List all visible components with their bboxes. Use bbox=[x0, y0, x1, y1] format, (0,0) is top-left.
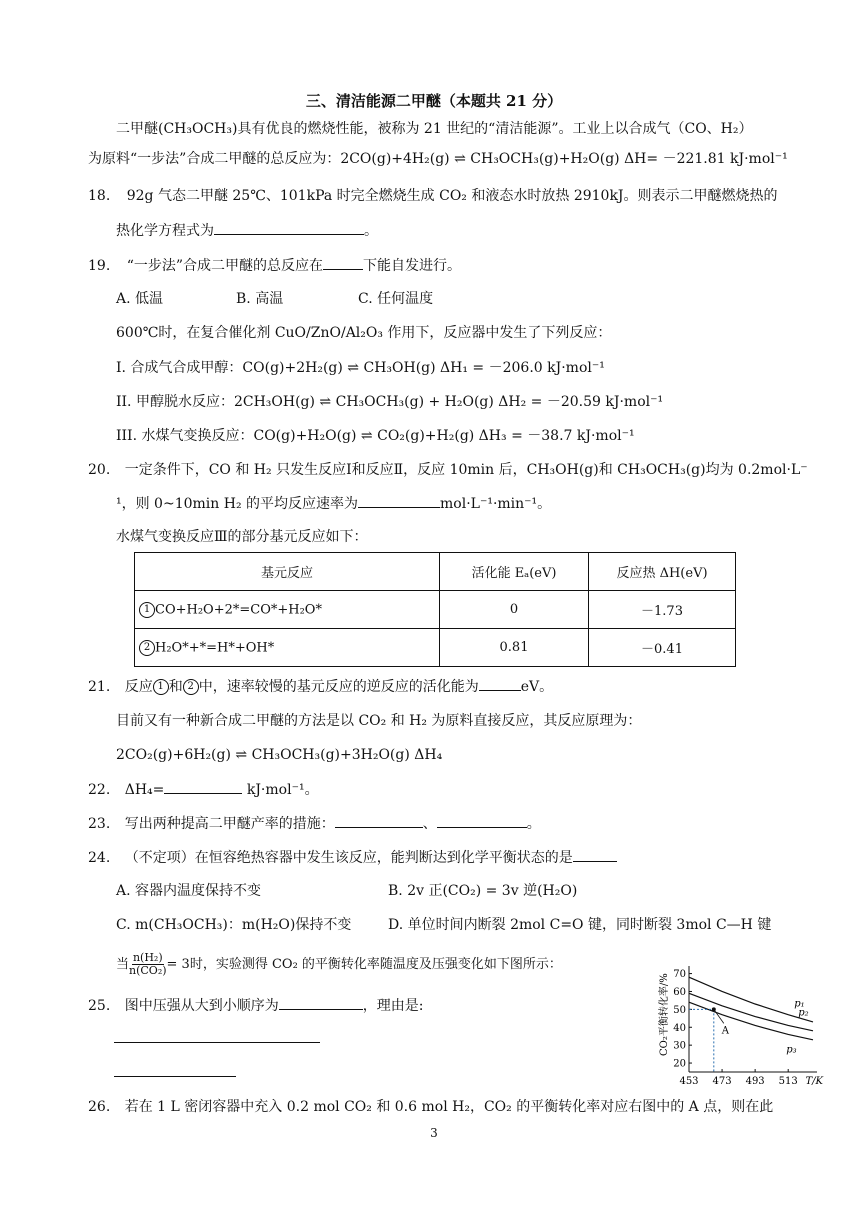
table-intro: 水煤气变换反应Ⅲ的部分基元反应如下： bbox=[116, 529, 368, 545]
ratio-fraction bbox=[129, 952, 167, 977]
note-text: 当 bbox=[116, 957, 130, 972]
question-text: 、 bbox=[422, 816, 437, 832]
series-label: p₁ bbox=[794, 998, 805, 1010]
circled-number: 2 bbox=[139, 640, 155, 656]
y-tick-label: 40 bbox=[673, 1022, 686, 1034]
question-text: 一定条件下，CO 和 H₂ 只发生反应Ⅰ和反应Ⅱ，反应 10min 后，CH₃OH(g)和 CH₃OCH₃(g)均为 0.2mol·L⁻ bbox=[124, 462, 808, 478]
question-number: 26. bbox=[88, 1099, 111, 1115]
question-20-line-2 bbox=[116, 494, 551, 513]
question-number: 24. bbox=[88, 850, 111, 866]
answer-blank[interactable] bbox=[573, 848, 617, 862]
series-label: p₃ bbox=[786, 1044, 797, 1056]
point-a-leader bbox=[714, 1009, 724, 1023]
question-text: eV。 bbox=[520, 679, 554, 695]
activation-energy-cell: 0.81 bbox=[440, 629, 589, 667]
activation-energy-cell: 0 bbox=[440, 591, 589, 629]
question-number: 22. bbox=[88, 782, 111, 798]
table-header: 反应热 ΔH(eV) bbox=[589, 553, 736, 591]
point-a-label: A bbox=[721, 1025, 730, 1037]
y-axis-label: CO₂平衡转化率/% bbox=[659, 973, 670, 1056]
question-text: 反应 bbox=[124, 679, 153, 695]
question-number: 23. bbox=[88, 816, 111, 832]
question-text: 若在 1 L 密闭容器中充入 0.2 mol CO₂ 和 0.6 mol H₂，CO₂ 的平衡转化率对应右图中的 A 点，则在此 bbox=[124, 1099, 774, 1115]
option-a[interactable]: A. 低温 bbox=[116, 291, 164, 307]
question-22 bbox=[88, 780, 319, 799]
ratio-note bbox=[116, 952, 562, 977]
circled-number: 1 bbox=[139, 602, 155, 618]
y-tick-label: 70 bbox=[673, 969, 686, 981]
x-tick-label: 493 bbox=[745, 1076, 765, 1087]
answer-blank[interactable] bbox=[323, 256, 363, 270]
option-b[interactable]: B. 2v 正(CO₂) = 3v 逆(H₂O) bbox=[388, 883, 578, 899]
question-18 bbox=[88, 187, 778, 205]
question-21 bbox=[88, 677, 553, 696]
question-text: “一步法”合成二甲醚的总反应在 bbox=[126, 258, 324, 274]
question-20 bbox=[88, 461, 808, 479]
x-tick-label: 473 bbox=[712, 1076, 732, 1087]
answer-blank[interactable] bbox=[358, 494, 440, 508]
reaction-1: I. 合成气合成甲醇：CO(g)+2H₂(g) ⇌ CH₃OH(g) ΔH₁ = －206.0 kJ·mol⁻¹ bbox=[116, 360, 605, 376]
answer-blank[interactable] bbox=[437, 814, 527, 828]
x-tick-label: 513 bbox=[778, 1076, 798, 1087]
answer-blank[interactable] bbox=[279, 996, 363, 1010]
question-text: ¹，则 0~10min H₂ 的平均反应速率为 bbox=[116, 496, 359, 512]
circled-number: 1 bbox=[153, 679, 169, 695]
y-tick-label: 50 bbox=[673, 1004, 686, 1016]
question-text: 。 bbox=[364, 223, 378, 239]
question-24 bbox=[88, 848, 617, 867]
y-tick-label: 30 bbox=[673, 1040, 686, 1052]
y-tick-label: 60 bbox=[673, 986, 686, 998]
question-number: 25. bbox=[88, 998, 111, 1014]
reaction-2: II. 甲醇脱水反应：2CH₃OH(g) ⇌ CH₃OCH₃(g) + H₂O(g) ΔH₂ = －20.59 kJ·mol⁻¹ bbox=[116, 394, 664, 410]
intro-line-1: 二甲醚(CH₃OCH₃)具有优良的燃烧性能，被称为 21 世纪的“清洁能源”。工业上以合成气（CO、H₂） bbox=[116, 121, 753, 137]
question-text: kJ·mol⁻¹。 bbox=[242, 782, 319, 798]
reaction-text: CO+H₂O+2*=CO*+H₂O* bbox=[155, 602, 322, 617]
question-19 bbox=[88, 256, 461, 275]
question-18-line-2 bbox=[116, 221, 378, 240]
question-25 bbox=[88, 996, 423, 1015]
answer-blank[interactable] bbox=[164, 780, 242, 794]
question-text: 和 bbox=[168, 679, 183, 695]
question-text: 热化学方程式为 bbox=[116, 223, 214, 239]
reaction-heat-cell: －0.41 bbox=[589, 629, 736, 667]
question-number: 21. bbox=[88, 679, 111, 695]
question-text: 下能自发进行。 bbox=[363, 258, 462, 274]
question-text: 。 bbox=[526, 816, 541, 832]
answer-line[interactable] bbox=[114, 1076, 236, 1077]
y-tick-label: 20 bbox=[673, 1058, 686, 1070]
question-text: ΔH₄= bbox=[124, 782, 165, 798]
table-header-row bbox=[135, 553, 736, 591]
reaction-cell bbox=[135, 629, 440, 667]
fraction-denominator: n(CO₂) bbox=[129, 964, 167, 977]
reaction-cell bbox=[135, 591, 440, 629]
question-text: 92g 气态二甲醚 25℃、101kPa 时完全燃烧生成 CO₂ 和液态水时放热 2910kJ。则表示二甲醚燃烧热的 bbox=[126, 188, 778, 204]
option-c[interactable]: C. m(CH₃OCH₃)：m(H₂O)保持不变 bbox=[116, 917, 352, 933]
question-text: ，理由是: bbox=[362, 998, 424, 1014]
fraction-numerator: n(H₂) bbox=[132, 951, 163, 964]
answer-blank[interactable] bbox=[335, 814, 423, 828]
question-text: （不定项）在恒容绝热容器中发生该反应，能判断达到化学平衡状态的是 bbox=[124, 850, 573, 866]
x-tick-label: 453 bbox=[679, 1076, 699, 1087]
conditions-text: 600℃时，在复合催化剂 CuO/ZnO/Al₂O₃ 作用下，反应器中发生了下列反应： bbox=[116, 325, 612, 341]
reaction-3: III. 水煤气变换反应：CO(g)+H₂O(g) ⇌ CO₂(g)+H₂(g) ΔH₃ = －38.7 kJ·mol⁻¹ bbox=[116, 428, 635, 444]
question-text: 写出两种提高二甲醚产率的措施： bbox=[124, 816, 335, 832]
table-row bbox=[135, 591, 736, 629]
option-b[interactable]: B. 高温 bbox=[236, 291, 284, 307]
question-number: 19. bbox=[88, 258, 111, 274]
table-header: 基元反应 bbox=[135, 553, 440, 591]
x-axis-label: T/K bbox=[805, 1076, 823, 1087]
option-d[interactable]: D. 单位时间内断裂 2mol C=O 键，同时断裂 3mol C—H 键 bbox=[388, 917, 772, 933]
page-number: 3 bbox=[430, 1126, 438, 1140]
question-text: 中，速率较慢的基元反应的逆反应的活化能为 bbox=[198, 679, 479, 695]
answer-blank[interactable] bbox=[479, 677, 521, 691]
reaction-text: H₂O*+*=H*+OH* bbox=[155, 640, 275, 655]
question-26 bbox=[88, 1098, 773, 1116]
option-a[interactable]: A. 容器内温度保持不变 bbox=[116, 883, 262, 899]
answer-line[interactable] bbox=[114, 1042, 320, 1043]
option-c[interactable]: C. 任何温度 bbox=[358, 291, 434, 307]
table-row bbox=[135, 629, 736, 667]
new-method-text: 目前又有一种新合成二甲醚的方法是以 CO₂ 和 H₂ 为原料直接反应，其反应原理为： bbox=[116, 713, 642, 729]
section-title: 三、清洁能源二甲醚（本题共 21 分） bbox=[305, 92, 563, 110]
table-header: 活化能 Eₐ(eV) bbox=[440, 553, 589, 591]
co2-conversion-chart bbox=[655, 962, 825, 1094]
intro-line-2: 为原料“一步法”合成二甲醚的总反应为：2CO(g)+4H₂(g) ⇌ CH₃OCH₃(g)+H₂O(g) ΔH= －221.81 kJ·mol⁻¹ bbox=[88, 151, 788, 167]
question-text: 图中压强从大到小顺序为 bbox=[124, 998, 279, 1014]
question-23 bbox=[88, 814, 541, 833]
question-text: mol·L⁻¹·min⁻¹。 bbox=[440, 496, 552, 512]
answer-blank[interactable] bbox=[214, 221, 364, 235]
elementary-reaction-table bbox=[134, 552, 736, 667]
question-number: 18. bbox=[88, 188, 111, 204]
circled-number: 2 bbox=[183, 679, 199, 695]
new-reaction: 2CO₂(g)+6H₂(g) ⇌ CH₃OCH₃(g)+3H₂O(g) ΔH₄ bbox=[116, 747, 443, 763]
question-number: 20. bbox=[88, 462, 111, 478]
reaction-heat-cell: －1.73 bbox=[589, 591, 736, 629]
series-label: p₂ bbox=[798, 1007, 809, 1019]
note-text: = 3时，实验测得 CO₂ 的平衡转化率随温度及压强变化如下图所示： bbox=[166, 957, 562, 972]
